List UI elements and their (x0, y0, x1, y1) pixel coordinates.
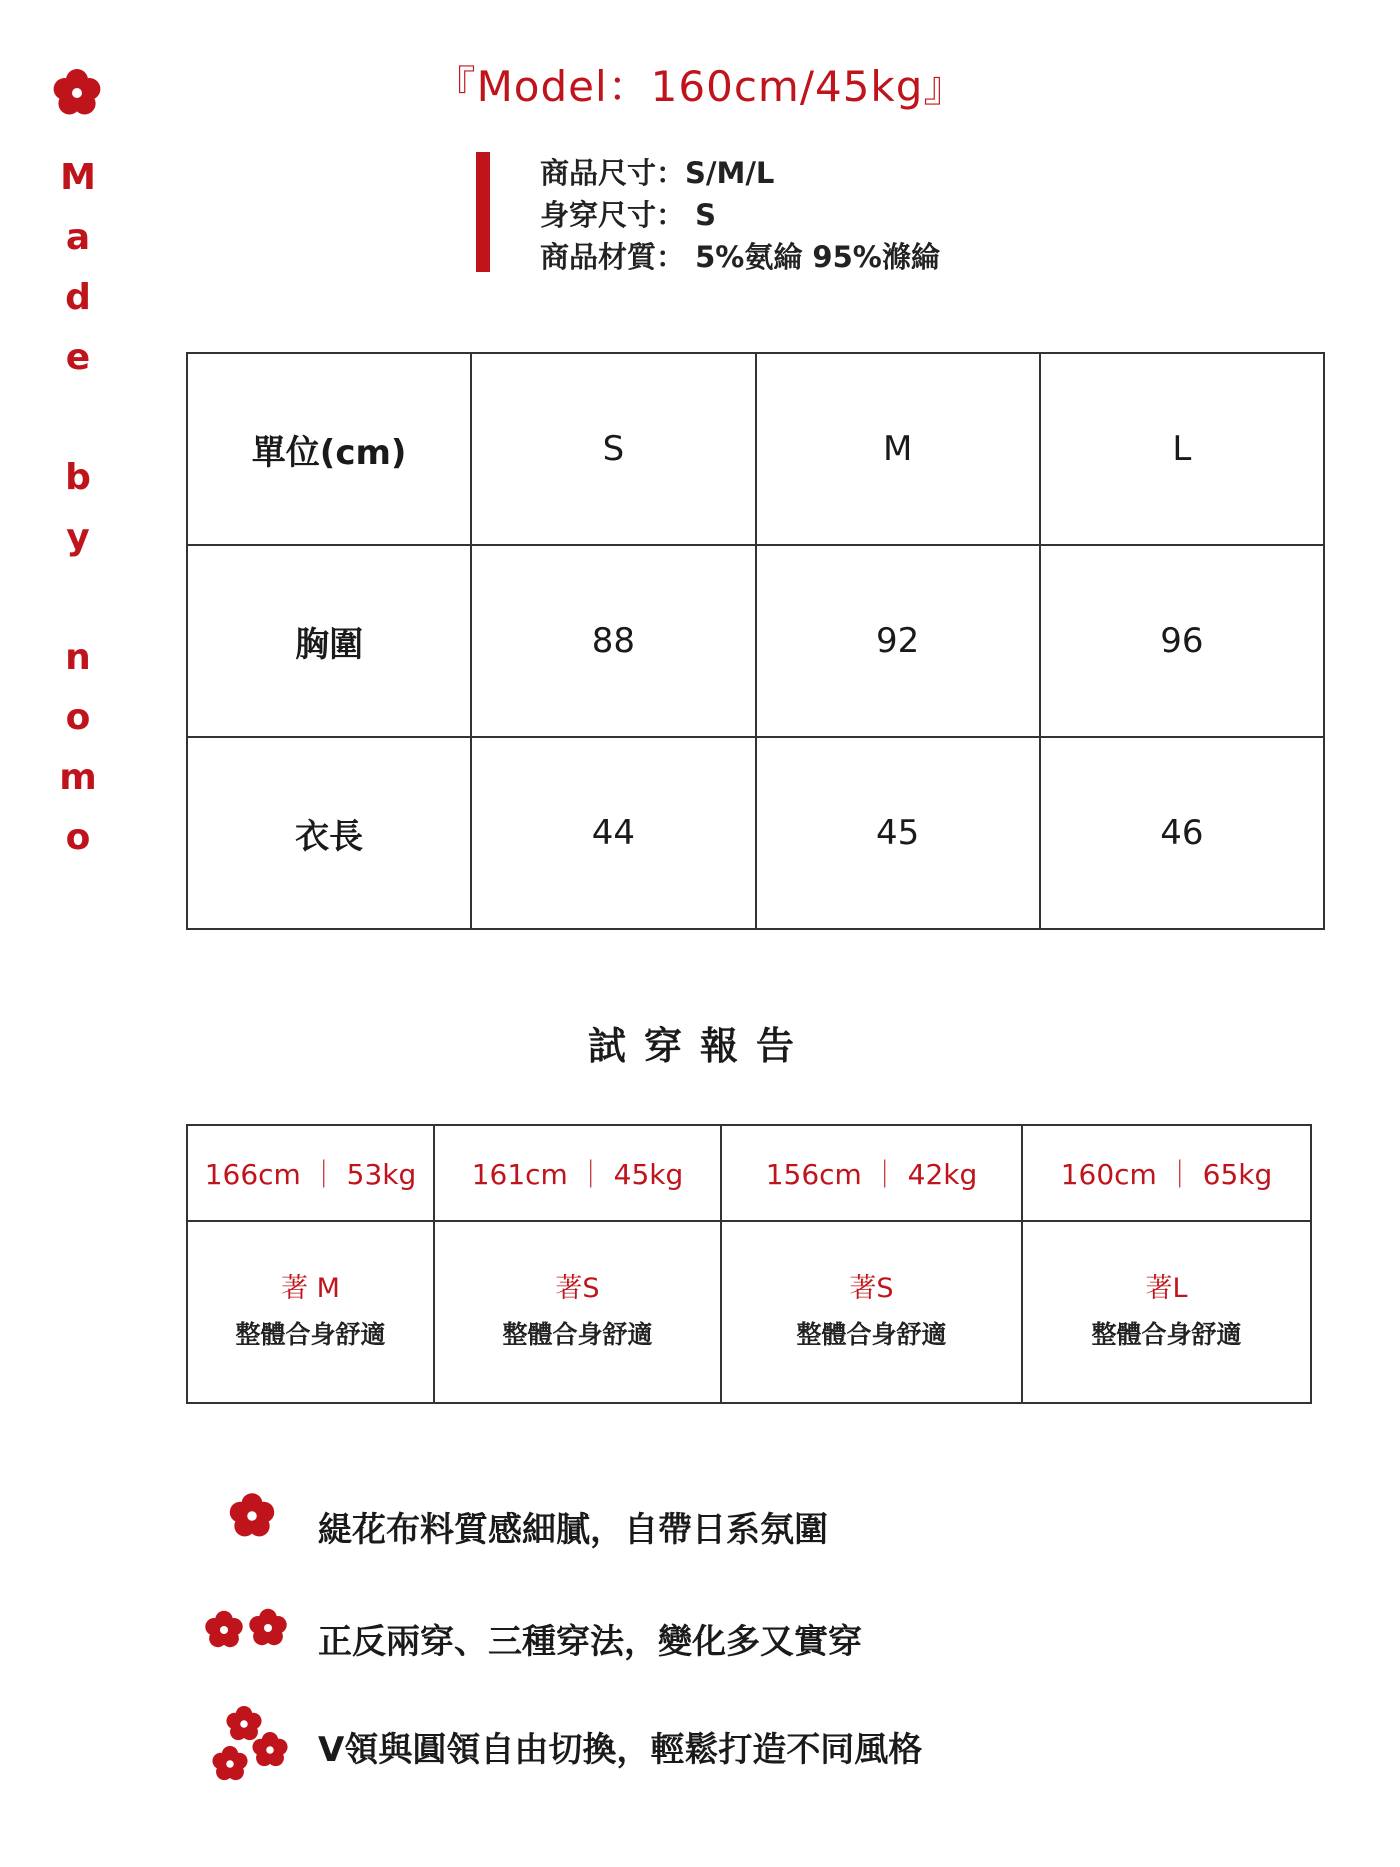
row-label-length: 衣長 (187, 737, 471, 929)
header-size-m: M (756, 353, 1040, 545)
tester-stats: 156cm ｜ 42kg (721, 1125, 1022, 1221)
fit-comment: 整體合身舒適 (235, 1320, 386, 1349)
fit-comment: 整體合身舒適 (1091, 1320, 1242, 1349)
brand-letter: d (65, 277, 91, 318)
fit-report-body-row (187, 1221, 1311, 1403)
brand-letter: b (65, 457, 91, 498)
single-flower-icon (200, 1488, 310, 1558)
list-item (200, 1488, 1100, 1558)
fit-result-cell (721, 1221, 1022, 1403)
fit-comment: 整體合身舒適 (502, 1320, 653, 1349)
spec-product-sizes: 商品尺寸：S/M/L (540, 156, 775, 190)
tester-stats: 160cm ｜ 65kg (1022, 1125, 1311, 1221)
accent-bar (476, 152, 490, 272)
worn-size: 著S (555, 1273, 600, 1304)
brand-letter: o (65, 697, 91, 738)
brand-letter: M (60, 157, 96, 198)
fit-result-cell (187, 1221, 434, 1403)
table-row (187, 737, 1324, 929)
worn-size: 著 M (281, 1273, 340, 1304)
tester-stats: 161cm ｜ 45kg (434, 1125, 721, 1221)
fit-report-header-row (187, 1125, 1311, 1221)
triple-flower-icon (200, 1702, 310, 1802)
fit-result-cell (1022, 1221, 1311, 1403)
brand-letter: m (59, 757, 97, 798)
fit-report-table (186, 1124, 1312, 1404)
table-cell: 92 (756, 545, 1040, 737)
row-label-chest: 胸圍 (187, 545, 471, 737)
feature-text: 正反兩穿、三種穿法，變化多又實穿 (318, 1622, 862, 1662)
spec-worn-size: 身穿尺寸： S (540, 198, 716, 232)
spec-material: 商品材質： 5%氨綸 95%滌綸 (540, 240, 940, 274)
feature-text: 緹花布料質感細膩，自帶日系氛圍 (318, 1510, 828, 1550)
feature-text: V領與圓領自由切換，輕鬆打造不同風格 (318, 1730, 923, 1770)
table-row (187, 545, 1324, 737)
tester-stats: 166cm ｜ 53kg (187, 1125, 434, 1221)
brand-letter: e (65, 337, 91, 378)
table-cell: 96 (1040, 545, 1324, 737)
brand-letter: o (65, 817, 91, 858)
model-title: 『Model：160cm/45kg』 (433, 62, 967, 111)
fit-comment: 整體合身舒適 (796, 1320, 947, 1349)
worn-size: 著L (1145, 1273, 1188, 1304)
vertical-brand-text (58, 157, 98, 880)
size-chart-table (186, 352, 1325, 930)
header-size-l: L (1040, 353, 1324, 545)
fit-result-cell (434, 1221, 721, 1403)
worn-size: 著S (849, 1273, 894, 1304)
header-unit: 單位(cm) (187, 353, 471, 545)
brand-letter: n (65, 637, 91, 678)
table-cell: 88 (471, 545, 755, 737)
list-item (200, 1600, 1100, 1670)
brand-letter: y (66, 517, 90, 558)
double-flower-icon (200, 1600, 310, 1670)
table-cell: 44 (471, 737, 755, 929)
size-table-header-row (187, 353, 1324, 545)
fit-report-title: 試穿報告 (587, 1024, 812, 1068)
list-item (200, 1702, 1100, 1772)
header-size-s: S (471, 353, 755, 545)
brand-letter: a (65, 217, 91, 258)
table-cell: 46 (1040, 737, 1324, 929)
table-cell: 45 (756, 737, 1040, 929)
